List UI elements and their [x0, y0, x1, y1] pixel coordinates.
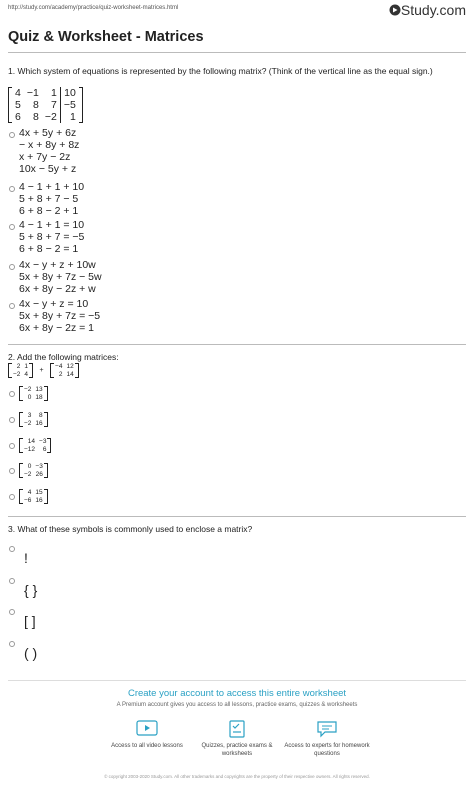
option-line: 4 − 1 + 1 = 10 [19, 219, 85, 231]
q1-option-1[interactable] [19, 127, 79, 175]
answer-radio[interactable] [9, 494, 15, 500]
matrix-cell: 0 [27, 463, 32, 470]
q3-option-1[interactable]: ! [24, 550, 28, 566]
matrix-cell: 4 [27, 489, 32, 496]
matrix-cell: −3 [35, 463, 43, 470]
matrix-cell: 1 [60, 111, 78, 123]
quiz-icon [226, 720, 248, 738]
question-2-text: 2. Add the following matrices: [8, 352, 119, 362]
matrix-cell: −5 [60, 99, 78, 111]
q1-option-4[interactable] [19, 259, 102, 295]
logo-text: Study.com [400, 2, 466, 18]
option-line: 4x − y + z = 10 [19, 298, 89, 310]
matrix-cell: 16 [35, 496, 43, 504]
q1-divider [8, 344, 466, 345]
q2-option-5[interactable] [19, 489, 48, 509]
q2-expression [8, 363, 79, 383]
matrix-cell: 4 [24, 370, 29, 378]
matrix-cell: 8 [39, 412, 43, 419]
matrix-cell: 2 [58, 370, 63, 378]
matrix-cell: −3 [39, 438, 47, 445]
q2-matrix-a [8, 363, 33, 378]
q2-option-3[interactable] [19, 438, 51, 458]
matrix-cell: −2 [24, 419, 32, 427]
logo-icon [389, 4, 401, 16]
matrix-cell: 0 [27, 393, 32, 401]
matrix-cell: 8 [32, 111, 39, 123]
chat-bubble-icon [316, 720, 338, 738]
answer-radio[interactable] [9, 186, 15, 192]
page-header [0, 0, 474, 18]
q2-divider [8, 516, 466, 517]
answer-radio[interactable] [9, 443, 15, 449]
q3-option-3[interactable]: [ ] [24, 613, 36, 629]
matrix-cell: 14 [27, 438, 36, 445]
q3-option-2[interactable]: { } [24, 582, 38, 598]
feature-quizzes [187, 720, 287, 758]
matrix-cell: −2 [24, 470, 32, 478]
matrix-cell: 18 [35, 393, 43, 401]
matrix-cell: 13 [35, 386, 43, 393]
option-line: 5x + 8y + 7z = −5 [19, 310, 101, 322]
option-line: 6 + 8 − 2 = 1 [19, 243, 79, 255]
option-line: 4x − y + z + 10w [19, 259, 96, 271]
matrix-cell: 16 [35, 419, 43, 427]
answer-radio[interactable] [9, 609, 15, 615]
option-line: 6x + 8y − 2z = 1 [19, 322, 95, 334]
matrix-cell: 4 [15, 87, 21, 99]
plus-sign: + [39, 367, 44, 374]
matrix-cell: 15 [35, 489, 43, 496]
feature-label: Access to experts for homework questions [284, 743, 370, 757]
option-line: 4x + 5y + 6z [19, 127, 77, 139]
answer-radio[interactable] [9, 546, 15, 552]
page-title: Quiz & Worksheet - Matrices [8, 29, 204, 45]
option-line: 6x + 8y − 2z + w [19, 283, 96, 295]
option-line: − x + 8y + 8z [19, 139, 80, 151]
matrix-cell: 14 [66, 370, 74, 378]
matrix-cell: 10 [60, 87, 78, 99]
option-line: 5 + 8 + 7 − 5 [19, 193, 79, 205]
footer-copyright: © copyright 2003-2020 Study.com. All other trademarks and copyrights are the property of their respective owners. All rights reserved. [104, 774, 370, 779]
question-3-text: 3. What of these symbols is commonly used to enclose a matrix? [8, 524, 253, 534]
page-url: http://study.com/academy/practice/quiz-worksheet-matrices.html [8, 5, 179, 11]
matrix-cell: 26 [35, 470, 43, 478]
title-divider [8, 52, 466, 53]
matrix-cell: −1 [26, 87, 39, 99]
answer-radio[interactable] [9, 303, 15, 309]
matrix-cell: −6 [24, 496, 32, 504]
cta-section [0, 688, 474, 708]
matrix-cell: −2 [24, 386, 32, 393]
q2-matrix-b [50, 363, 79, 378]
matrix-cell: 6 [15, 111, 21, 123]
matrix-cell: −2 [44, 111, 57, 123]
answer-radio[interactable] [9, 391, 15, 397]
matrix-cell: 8 [32, 99, 39, 111]
matrix-cell: 1 [50, 87, 57, 99]
feature-video-lessons [97, 720, 197, 751]
feature-label: Access to all video lessons [111, 743, 183, 749]
feature-experts [277, 720, 377, 758]
option-line: 5 + 8 + 7 = −5 [19, 231, 85, 243]
matrix-cell: 6 [42, 445, 47, 453]
q2-option-2[interactable] [19, 412, 48, 432]
option-line: 10x − 5y + z [19, 163, 77, 175]
feature-label: Quizzes, practice exams & worksheets [201, 743, 273, 757]
matrix-cell: 2 [16, 363, 21, 370]
q1-option-2[interactable] [19, 181, 84, 217]
question-1-text: 1. Which system of equations is represented by the following matrix? (Think of the vertical line as the equal sign.) [8, 66, 433, 76]
matrix-cell: −2 [13, 370, 21, 378]
matrix-cell: 12 [66, 363, 74, 370]
answer-radio[interactable] [9, 578, 15, 584]
q2-option-1[interactable] [19, 386, 48, 406]
answer-radio[interactable] [9, 417, 15, 423]
q3-option-4[interactable]: ( ) [24, 645, 38, 661]
answer-radio[interactable] [9, 132, 15, 138]
q1-option-3[interactable] [19, 219, 84, 255]
answer-radio[interactable] [9, 264, 15, 270]
option-line: 4 − 1 + 1 + 10 [19, 181, 85, 193]
matrix-cell: 5 [15, 99, 21, 111]
matrix-cell: −4 [55, 363, 63, 370]
option-line: x + 7y − 2z [19, 151, 71, 163]
matrix-cell: 3 [27, 412, 32, 419]
q2-option-4[interactable] [19, 463, 48, 483]
cta-subtitle: A Premium account gives you access to all lessons, practice exams, quizzes & worksheets [116, 702, 358, 708]
matrix-cell: 7 [50, 99, 57, 111]
option-line: 5x + 8y + 7z − 5w [19, 271, 102, 283]
option-line: 6 + 8 − 2 + 1 [19, 205, 79, 217]
study-logo [389, 2, 466, 18]
matrix-cell: 1 [24, 363, 29, 370]
q1-option-5[interactable] [19, 298, 100, 334]
cta-divider [8, 680, 466, 681]
cta-title[interactable]: Create your account to access this entire worksheet [127, 688, 347, 699]
answer-radio[interactable] [9, 468, 15, 474]
answer-radio[interactable] [9, 641, 15, 647]
q1-matrix [8, 87, 83, 126]
video-lessons-icon [136, 720, 158, 738]
answer-radio[interactable] [9, 224, 15, 230]
matrix-cell: −12 [24, 445, 36, 453]
